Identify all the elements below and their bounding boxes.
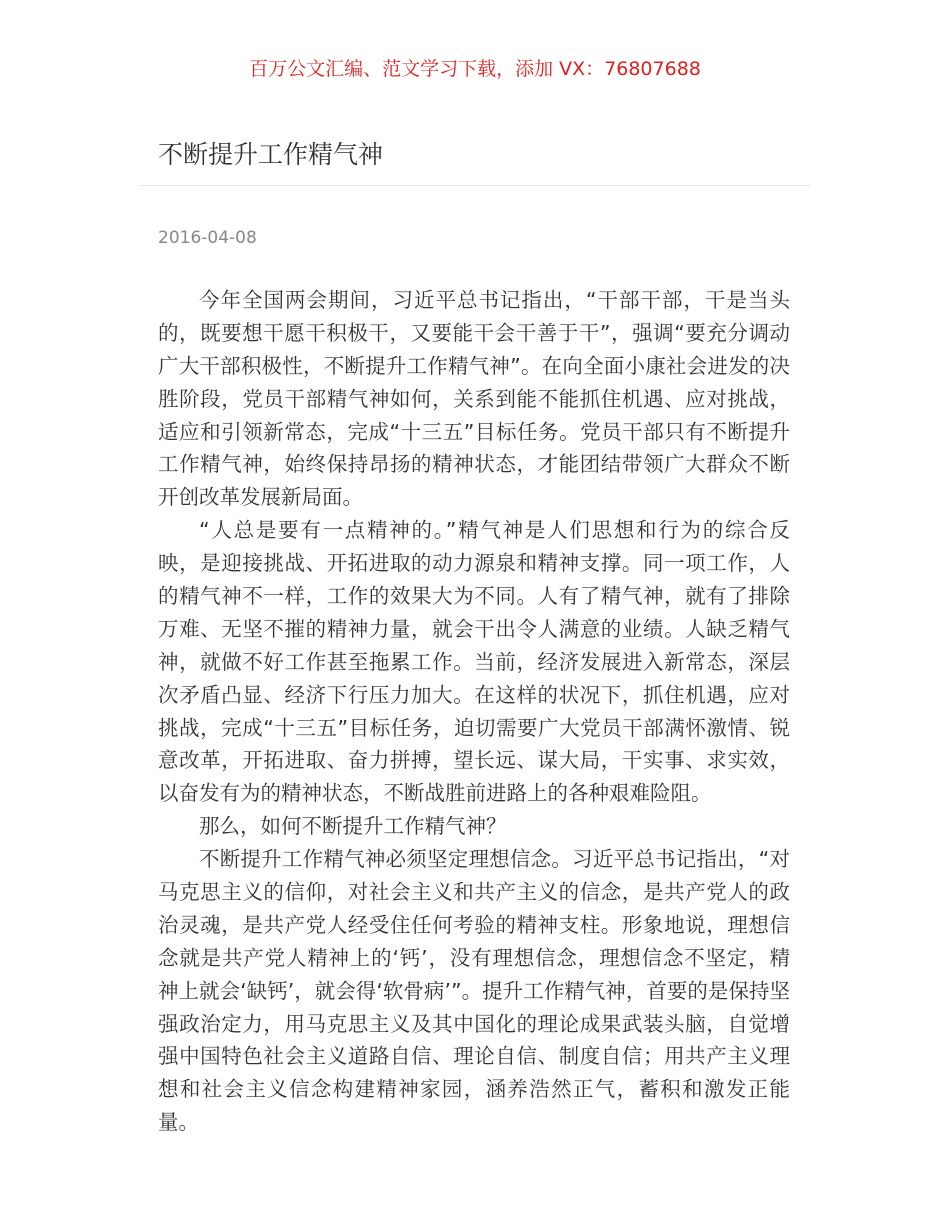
paragraph-line: 马克思主义的信仰，对社会主义和共产主义的信念，是共产党人的政 [158, 880, 790, 905]
paragraph-line: 那么，如何不断提升工作精气神？ [199, 814, 507, 839]
paragraph-line: 的精气神不一样，工作的效果大为不同。人有了精气神，就有了排除 [158, 584, 790, 609]
article-title: 不断提升工作精气神 [158, 140, 384, 169]
paragraph-line: 映，是迎接挑战、开拓进取的动力源泉和精神支撑。同一项工作，人 [158, 551, 790, 576]
publish-date: 2016-04-08 [158, 228, 257, 248]
paragraph-line: 量。 [158, 1110, 199, 1135]
paragraph-line: 开创改革发展新局面。 [158, 485, 363, 510]
paragraph-line: 神上就会‘缺钙’，就会得‘软骨病’”。提升工作精气神，首要的是保持坚 [158, 978, 790, 1003]
paragraph-line: 万难、无坚不摧的精神力量，就会干出令人满意的业绩。人缺乏精气 [158, 616, 790, 641]
paragraph-line: 适应和引领新常态，完成“十三五”目标任务。党员干部只有不断提升 [158, 419, 790, 444]
paragraph-line: 治灵魂，是共产党人经受住任何考验的精神支柱。形象地说，理想信 [158, 912, 790, 937]
paragraph-line: 强中国特色社会主义道路自信、理论自信、制度自信；用共产主义理 [158, 1044, 790, 1069]
article-paragraph [158, 284, 790, 514]
article-paragraph [158, 843, 790, 1139]
paragraph-line: “人总是要有一点精神的。”精气神是人们思想和行为的综合反 [199, 518, 790, 543]
paragraph-line: 工作精气神，始终保持昂扬的精神状态，才能团结带领广大群众不断 [158, 452, 790, 477]
paragraph-line: 不断提升工作精气神必须坚定理想信念。习近平总书记指出，“对 [199, 847, 790, 872]
paragraph-line: 的，既要想干愿干积极干，又要能干会干善于干”，强调“要充分调动 [158, 320, 790, 345]
watermark-banner: 百万公文汇编、范文学习下载，添加 VX：76807688 [249, 58, 701, 80]
paragraph-line: 意改革，开拓进取、奋力拼搏，望长远、谋大局，干实事、求实效， [158, 748, 790, 773]
paragraph-line: 今年全国两会期间，习近平总书记指出，“干部干部，干是当头 [199, 288, 790, 312]
paragraph-line: 强政治定力，用马克思主义及其中国化的理论成果武装头脑，自觉增 [158, 1011, 790, 1036]
paragraph-line: 想和社会主义信念构建精神家园，涵养浩然正气，蓄积和激发正能 [158, 1077, 790, 1102]
article-paragraph [158, 810, 790, 843]
paragraph-line: 次矛盾凸显、经济下行压力加大。在这样的状况下，抓住机遇，应对 [158, 682, 790, 707]
article-paragraph [158, 514, 790, 810]
paragraph-line: 挑战，完成“十三五”目标任务，迫切需要广大党员干部满怀激情、锐 [158, 715, 790, 740]
paragraph-line: 神，就做不好工作甚至拖累工作。当前，经济发展进入新常态，深层 [158, 649, 790, 674]
paragraph-line: 念就是共产党人精神上的‘钙’，没有理想信念，理想信念不坚定，精 [158, 945, 790, 970]
paragraph-line: 胜阶段，党员干部精气神如何，关系到能不能抓住机遇、应对挑战， [158, 386, 790, 411]
paragraph-line: 以奋发有为的精神状态，不断战胜前进路上的各种艰难险阻。 [158, 781, 712, 806]
title-divider [140, 185, 810, 186]
paragraph-line: 广大干部积极性，不断提升工作精气神”。在向全面小康社会进发的决 [158, 353, 790, 378]
article-body [158, 284, 790, 1139]
